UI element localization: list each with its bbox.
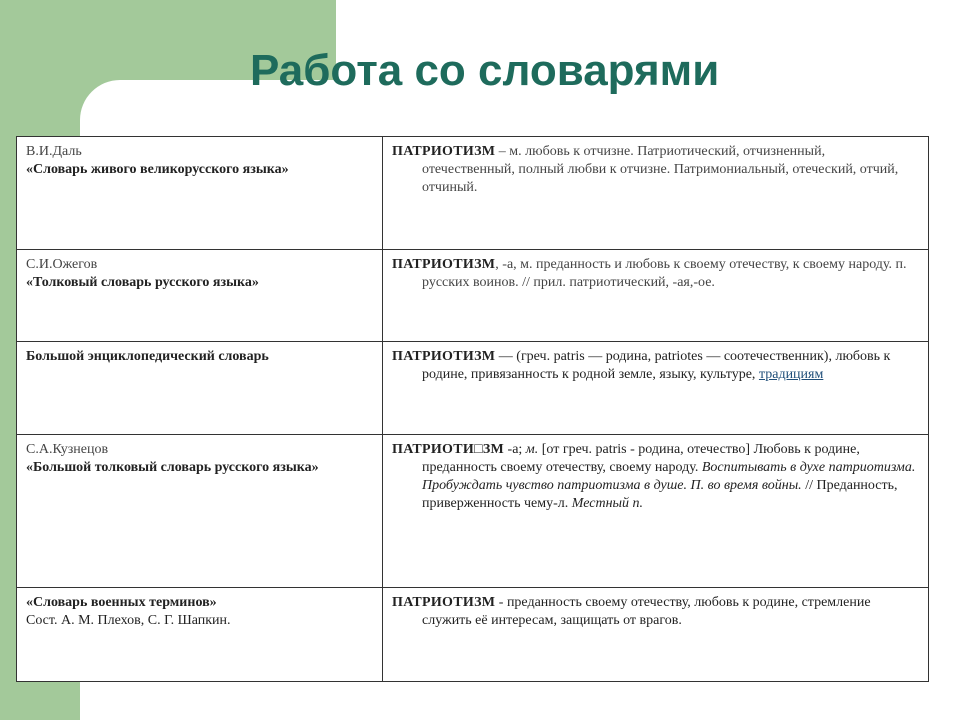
term: ПАТРИОТИЗМ (392, 349, 496, 364)
definition-cell (383, 250, 929, 342)
source-cell (17, 342, 383, 435)
definition-text (392, 441, 920, 513)
table-row (17, 250, 929, 342)
definition-cell (383, 588, 929, 682)
table-row (17, 435, 929, 588)
source-cell (17, 588, 383, 682)
definition-cell (383, 435, 929, 588)
source-title: «Словарь военных терминов» (26, 595, 217, 610)
source-cell (17, 250, 383, 342)
definition-text (392, 256, 920, 292)
definition-gender: м. (525, 442, 539, 457)
term: ПАТРИОТИЗМ (392, 595, 496, 610)
definition-body: - преданность своему отечеству, любовь к родине, стремление служить её интересам, защищать от врагов. (422, 595, 871, 628)
definition-cell (383, 342, 929, 435)
source-cell (17, 435, 383, 588)
definition-cell (383, 137, 929, 250)
table-row (17, 137, 929, 250)
source-title: «Толковый словарь русского языка» (26, 275, 259, 290)
term: ПАТРИОТИЗМ (392, 144, 496, 159)
source-author: С.И.Ожегов (26, 257, 98, 272)
definition-example-secondary: Местный п. (571, 496, 643, 511)
source-authors: Сост. А. М. Плехов, С. Г. Шапкин. (26, 613, 231, 628)
definition-body-secondary: // Преданность, приверженность чему-л. (422, 478, 898, 511)
source-title: «Словарь живого великорусского языка» (26, 162, 289, 177)
source-title: Большой энциклопедический словарь (26, 349, 269, 364)
definition-body: — (греч. patris — родина, patriotes — соотечественник), любовь к родине, привязанность к родной земле, языку, культуре, (422, 349, 891, 382)
term: ПАТРИОТИ□ЗМ (392, 442, 505, 457)
definition-body: – м. любовь к отчизне. Патриотический, отчизненный, отечественный, полный любви к отчизне. Патримониальный, отеческий, отчий, отчиный. (422, 144, 899, 195)
table-row (17, 588, 929, 682)
tradition-link[interactable]: традициям (758, 367, 824, 382)
definition-body: [от греч. patris - родина, отечество] Любовь к родине, преданность своему отечеству, своему народу. (422, 442, 860, 475)
source-title: «Большой толковый словарь русского языка» (26, 460, 319, 475)
term: ПАТРИОТИЗМ (392, 257, 496, 272)
source-cell (17, 137, 383, 250)
definition-body: , -а, м. преданность и любовь к своему отечеству, к своему народу. п. русских воинов. // прил. патриотический, -ая,-ое. (422, 257, 907, 290)
dictionary-table (16, 136, 929, 682)
source-author: В.И.Даль (26, 144, 82, 159)
table-row (17, 342, 929, 435)
definition-text (392, 143, 920, 197)
definition-text (392, 348, 920, 384)
definition-example: Воспитывать в духе патриотизма. Пробуждать чувство патриотизма в душе. П. во время войны. (422, 460, 916, 493)
page-title: Работа со словарями (250, 46, 720, 95)
definition-text (392, 594, 920, 630)
definition-grammar: -а; (504, 442, 526, 457)
source-author: С.А.Кузнецов (26, 442, 109, 457)
